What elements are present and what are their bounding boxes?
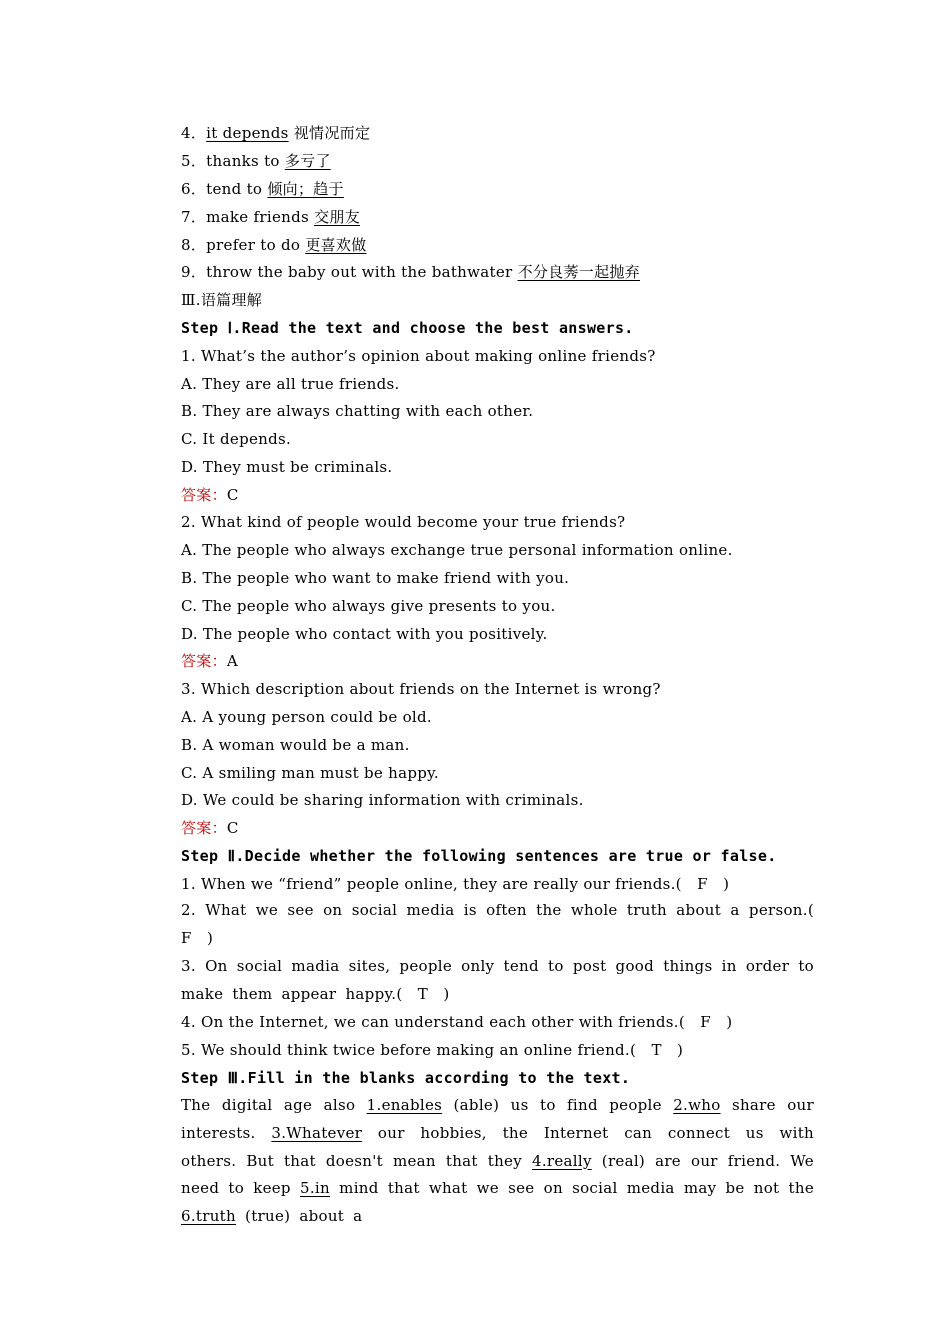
- answer-2: 答案：A: [181, 652, 239, 670]
- phrase-en: throw the baby out with the bathwater: [206, 263, 513, 281]
- step1-title: Step Ⅰ.Read the text and choose the best answers.: [181, 319, 634, 337]
- option: B. The people who want to make friend with you.: [181, 569, 570, 587]
- blank-1: 1.enables: [366, 1096, 443, 1114]
- phrase-6: 6．tend to 倾向；趋于: [181, 180, 344, 198]
- phrase-en: thanks to: [206, 152, 280, 170]
- phrase-en: make friends: [206, 208, 310, 226]
- phrase-en: prefer to do: [206, 236, 301, 254]
- tf-item-5: 5. We should think twice before making an online friend.( T ): [181, 1041, 684, 1059]
- phrase-zh: 视情况而定: [293, 124, 371, 142]
- fill-paragraph: The digital age also 1.enables (able) us to find people 2.who share our interests. 3.Whatever our hobbies, the Internet can connect us with others. But that doesn't mean that they 4.really (real) are our friend. We need to keep 5.in mind that what we see on social media may be not the 6.truth (true) about a: [181, 1096, 815, 1226]
- tf-item-4: 4. On the Internet, we can understand each other with friends.( F ): [181, 1013, 733, 1031]
- option: C. The people who always give presents to you.: [181, 597, 556, 615]
- tf-item-2: 2. What we see on social media is often the whole truth about a person.( F ): [181, 901, 830, 947]
- phrase-zh: 不分良莠一起抛弃: [517, 263, 640, 281]
- option: D. They must be criminals.: [181, 458, 393, 476]
- blank-2: 2.who: [673, 1096, 721, 1114]
- option: C. It depends.: [181, 430, 292, 448]
- tf-item-3: 3. On social madia sites, people only tend to post good things in order to make them appear happy.( T ): [181, 957, 814, 1003]
- section-title: Ⅲ.语篇理解: [181, 291, 263, 309]
- phrase-zh: 多亏了: [284, 152, 331, 170]
- blank-5: 5.in: [300, 1179, 330, 1198]
- blank-3: 3.Whatever: [271, 1123, 363, 1142]
- option: B. They are always chatting with each other.: [181, 402, 534, 420]
- phrase-en: it depends: [206, 124, 289, 142]
- question-2: 2. What kind of people would become your true friends?: [181, 513, 626, 531]
- blank-6: 6.truth: [181, 1207, 236, 1226]
- question-1: 1. What’s the author’s opinion about making online friends?: [181, 347, 656, 365]
- step2-title: Step Ⅱ.Decide whether the following sentences are true or false.: [181, 847, 777, 865]
- option: A. They are all true friends.: [181, 375, 400, 393]
- phrase-9: 9．throw the baby out with the bathwater 不分良莠一起抛弃: [181, 263, 640, 281]
- step3-title: Step Ⅲ.Fill in the blanks according to the text.: [181, 1069, 631, 1087]
- option: D. We could be sharing information with criminals.: [181, 791, 584, 809]
- phrase-zh: 更喜欢做: [305, 236, 367, 254]
- phrase-zh: 倾向；趋于: [267, 180, 344, 198]
- option: C. A smiling man must be happy.: [181, 764, 440, 782]
- option: B. A woman would be a man.: [181, 736, 410, 754]
- question-3: 3. Which description about friends on the Internet is wrong?: [181, 680, 661, 698]
- phrase-5: 5．thanks to 多亏了: [181, 152, 331, 170]
- phrase-4: 4．it depends 视情况而定: [181, 124, 371, 142]
- option: A. A young person could be old.: [181, 708, 432, 726]
- tf-item-1: 1. When we “friend” people online, they are really our friends.( F ): [181, 875, 730, 893]
- answer-1: 答案：C: [181, 486, 239, 504]
- blank-4: 4.really: [532, 1151, 592, 1170]
- phrase-8: 8．prefer to do 更喜欢做: [181, 236, 367, 254]
- phrase-7: 7．make friends 交朋友: [181, 208, 360, 226]
- phrase-zh: 交朋友: [314, 208, 360, 226]
- option: D. The people who contact with you positively.: [181, 625, 548, 643]
- phrase-en: tend to: [206, 180, 263, 198]
- option: A. The people who always exchange true personal information online.: [181, 541, 733, 559]
- answer-3: 答案：C: [181, 819, 239, 837]
